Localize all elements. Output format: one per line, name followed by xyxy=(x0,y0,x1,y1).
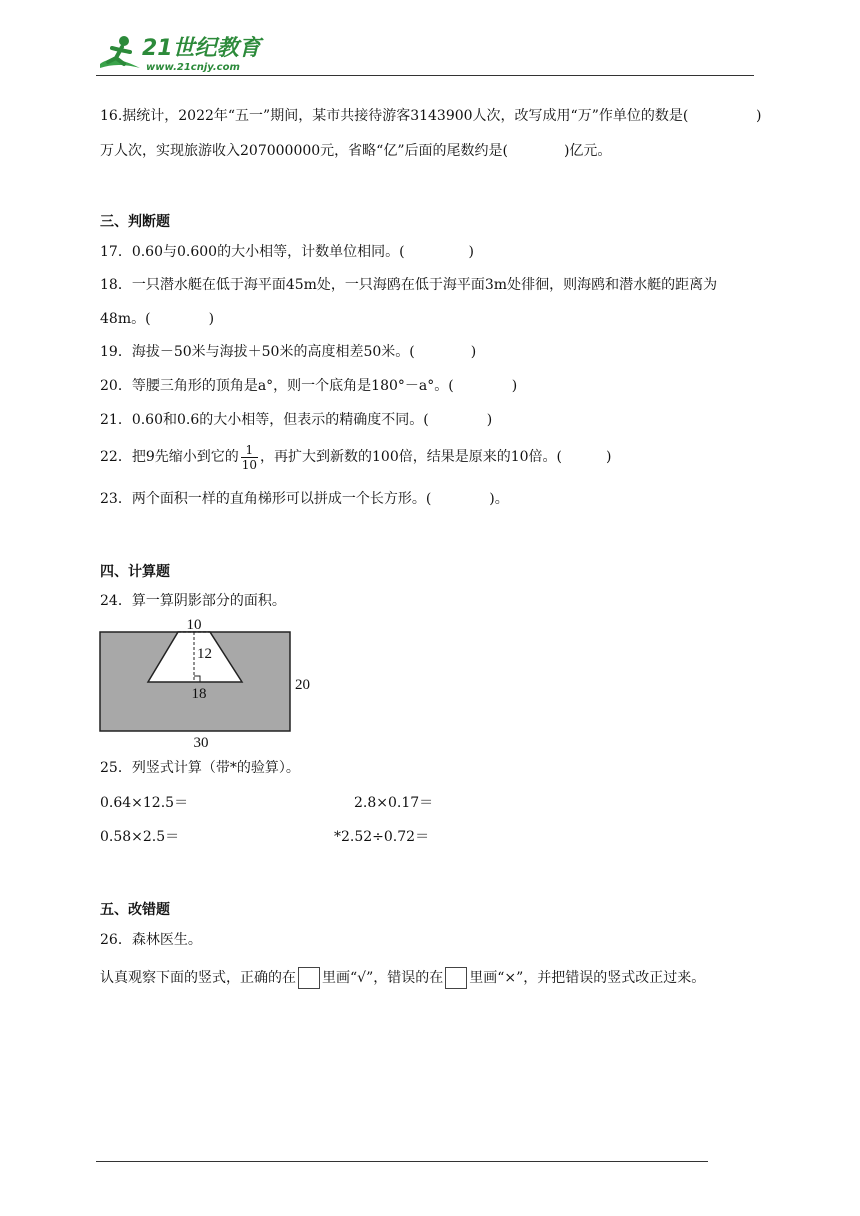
logo-url: www.21cnjy.com xyxy=(146,62,240,73)
calc-2: 2.8×0.17＝ xyxy=(354,795,434,811)
q19: 19．海拔－50米与海拔＋50米的高度相差50米。( ) xyxy=(100,344,477,360)
header-logo xyxy=(94,34,264,78)
calc-4: *2.52÷0.72＝ xyxy=(334,829,430,845)
q16-line1: 16.据统计，2022年“五一”期间，某市共接待游客3143900人次，改写成用“万”作单位的数是( xyxy=(100,108,689,124)
q18-line2: 48m。( ) xyxy=(100,311,215,327)
q16-line1-close: ) xyxy=(756,108,762,124)
q18-line1: 18．一只潜水艇在低于海平面45m处，一只海鸥在低于海平面3m处徘徊，则海鸥和潜水艇的距离为 xyxy=(100,277,718,293)
shaded-area-figure xyxy=(96,614,326,754)
q26-instruction: 认真观察下面的竖式，正确的在 里画“√”，错误的在 里画“×”，并把错误的竖式改正过来。 xyxy=(100,966,705,990)
calc-1: 0.64×12.5＝ xyxy=(100,795,189,811)
section3-heading: 三、判断题 xyxy=(100,214,170,230)
runner-logo-icon xyxy=(94,34,144,76)
answer-box-correct xyxy=(298,967,320,989)
q23: 23．两个面积一样的直角梯形可以拼成一个长方形。( )。 xyxy=(100,491,509,507)
label-top: 10 xyxy=(186,617,202,633)
q17: 17．0.60与0.600的大小相等，计数单位相同。( ) xyxy=(100,244,474,260)
label-bottom: 18 xyxy=(191,686,207,702)
q21: 21．0.60和0.6的大小相等，但表示的精确度不同。( ) xyxy=(100,412,493,428)
label-right: 20 xyxy=(295,677,310,693)
q16-line2: 万人次，实现旅游收入207000000元，省略“亿”后面的尾数约是( )亿元。 xyxy=(100,143,612,159)
footer-rule xyxy=(96,1161,708,1162)
section5-heading: 五、改错题 xyxy=(100,902,170,918)
label-width: 30 xyxy=(193,735,209,751)
calc-3: 0.58×2.5＝ xyxy=(100,829,180,845)
label-height: 12 xyxy=(197,646,212,662)
header-rule xyxy=(96,75,754,76)
q24: 24．算一算阴影部分的面积。 xyxy=(100,593,286,609)
q26: 26．森林医生。 xyxy=(100,932,202,948)
q22: 22．把9先缩小到它的 $\frac{1}{10}$ ，再扩大到新数的100倍，结果是原来的10倍。( ) xyxy=(100,442,612,472)
answer-box-wrong xyxy=(445,967,467,989)
logo-title: 21世纪教育 xyxy=(142,36,261,61)
q20: 20．等腰三角形的顶角是a°，则一个底角是180°－a°。( ) xyxy=(100,378,518,394)
fraction-one-tenth: $\frac{1}{10}$ xyxy=(241,442,258,472)
section4-heading: 四、计算题 xyxy=(100,564,170,580)
q25: 25．列竖式计算（带*的验算）。 xyxy=(100,760,300,776)
